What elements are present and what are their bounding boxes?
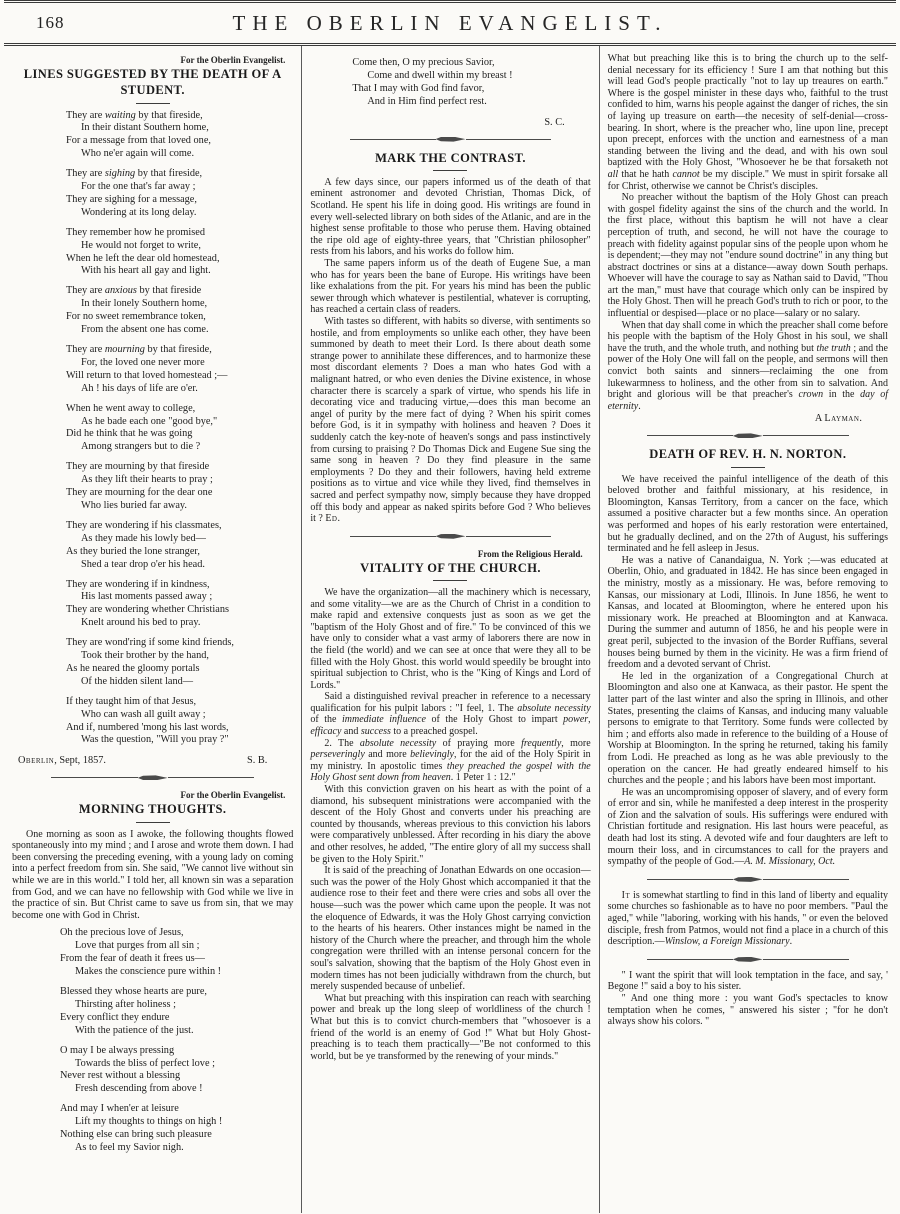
paragraph: We have the organization—all the machinery which is necessary, and some vitality—we are as the Church of Christ in a condition to make rapid and extensive conquests just as soon as we get the "baptism of the Holy Ghost and of fire." To be convinced of this we have only to consider what a vast army of laborers there are now in the field (the world) and we can see at once that were they all to be filled with the Holy Ghost. this world would speedily be brought into spiritual subjection to Christ, who is the "King of Kings and Lord of Lords.": [310, 586, 591, 691]
article-divider: [350, 534, 552, 539]
poem-line: As to feel my Savior nigh.: [75, 1141, 184, 1153]
paragraph: When that day shall come in which the preacher shall come before his people with the baptism of the Holy Ghost in his soul, we shall have the truth, and the whole truth, and nothing but the truth ; and the power of the Holy One will fall on the people, and sermons will then convict both saints and sinners—reclaiming the one from lukewarmness to holiness, and the other from sin to salvation. And bright and glorious will be that preacher's crown in the day of eternity.: [607, 319, 888, 412]
poem-line: When he left the dear old homestead,: [66, 252, 220, 264]
headline-rule: [136, 822, 170, 823]
poem-line: For a message from that loved one,: [66, 135, 211, 147]
poem-line: They are wond'ring if some kind friends,: [66, 637, 234, 649]
paragraph: The same papers inform us of the death of Eugene Sue, a man who has for years been the bane of Europe. His writings have been like exhalations from the pit. For years his mind has been the public sewer through which whatever is pestilential, whatever is corrupting, has reached a certain class of readers.: [310, 258, 591, 316]
norton-obituary-body: [608, 474, 888, 868]
poem-stanza: [352, 57, 590, 109]
poem-line: Shed a tear drop o'er his head.: [81, 558, 205, 570]
poem-line: They are sighing for a message,: [66, 193, 197, 205]
poem-line: Never rest without a blessing: [60, 1070, 181, 1082]
poem-line: For the one that's far away ;: [81, 181, 196, 193]
paragraph: With this conviction graven on his heart as with the point of a diamond, his subsequent ministrations were accompanied with the descent of the Holy Ghost and converts under his preaching are counted by thousands, whereas previous to this conviction his labors were comparatively unblessed. After recording in his diary the above and other resolves, he added, "The entire glory of all my success shall be given to the Holy Spirit.": [310, 784, 591, 865]
poem-line: Come and dwell within my breast !: [367, 69, 513, 81]
poem-line: If they taught him of that Jesus,: [66, 695, 197, 707]
headline-rule: [433, 170, 467, 171]
poem-line: Was the question, "Will you pray ?": [81, 734, 229, 746]
poem-line: They are wondering whether Christians: [66, 604, 229, 616]
poem-stanza: [66, 461, 293, 513]
paragraph: He was an uncompromising opposer of slavery, and of every form of error and sin, while he manifested a deep interest in the prosperity of Zion and the salvation of souls. His sufferings were endured with Christian fortitude and resignation. His last hours were peaceful, as death had lost its sting. A devoted wife and four daughters are left to mourn their loss, and in circumstances to call for the prayers and sympathy of the people of God.—A. M. Missionary, Oct.: [607, 786, 888, 868]
masthead-title: THE OBERLIN EVANGELIST.: [232, 10, 668, 35]
column-2: [301, 46, 598, 1213]
poem-line: Who can wash all guilt away ;: [81, 708, 206, 720]
paragraph: 2. The absolute necessity of praying more frequently, more perseveringly and more believingly, for the aid of the Holy Spirit in my ministry. In apostolic times they preached the gospel with the Holy Ghost sent down from heaven. 1 Peter 1 : 12.": [310, 737, 591, 784]
paragraph: With tastes so different, with habits so diverse, with sentiments so hostile, and from employments so unlike each other, they have been summoned by death to meet their Lord. Is there about death some strange power to annihilate these differences, and to harmonize these most discordant elements ? Does a man who hates God with a malignant hatred, or who even denies the Divine existence, in whose character there is scarcely a spark of virtue, who spends his life in decorating vice and traducing virtue,—does this man become an angel of purity by the mere fact of dying ? When his spirit comes before God, is it in sympathy with holiness and heaven ? Does it suddenly catch the key-note of heaven's songs and pass instinctively from cursing to praising ? Do Thomas Dick and Eugene Sue sing the same song in heaven ? Do they find pleasure in the same employments ? Do they and their followers, having held extreme positions as to virtue and vice while they lived, find themselves in sacred and perfect sympathy now, simply because they have dropped off this body and appear as naked spirits before God ? Who believes it ? Ed.: [310, 316, 591, 525]
divider-ornament-icon: [436, 137, 466, 142]
article-title-death-of-rev-norton: DEATH OF REV. H. N. NORTON.: [649, 447, 847, 462]
poem-line: In their distant Southern home,: [81, 122, 209, 134]
divider-ornament-icon: [733, 957, 763, 962]
poem-line: O may I be always pressing: [60, 1044, 175, 1056]
signature-row: [608, 412, 888, 424]
paragraph: Said a distinguished revival preacher in reference to a necessary qualification for his pulpit labors : "I feel, 1. The absolute necessity of the immediate influence of the Holy Ghost to impart power, efficacy and success to a preached gospel.: [310, 691, 591, 738]
poem-line: Blessed they whose hearts are pure,: [60, 986, 207, 997]
poem-line: In their lonely Southern home,: [81, 298, 208, 310]
poem-line: Ah ! his days of life are o'er.: [81, 382, 198, 394]
poem-line: Come then, O my precious Savior,: [352, 57, 495, 68]
brief-item-fashionable-churches: [608, 890, 888, 948]
layman-letter-continuation: [608, 53, 888, 412]
poem-stanza: [66, 579, 293, 631]
poem-line: As they lift their hearts to pray ;: [81, 474, 213, 486]
poem-line: Thirsting after holiness ;: [75, 998, 176, 1010]
poem-stanza: [60, 1045, 293, 1097]
poem-line: He would not forget to write,: [81, 239, 201, 251]
paragraph: No preacher without the baptism of the Holy Ghost can preach with gospel fidelity against the sins of the church and the world. In the first place, without this baptism he will not have a clear perception of truth, and second, he will not have the courage to preach with fidelity against popular sins of the people upon whom he is dependent;—they may not "endure sound doctrine" in any thing but abstract doctrines or sins at a distance—away down South perhaps. Whoever will have the courage to say as Nathan said to David, "Thou art the man," must have that courage which only can be inspired by the Holy Ghost. Then will he preach God's truth to rich or poor, to the influential or despised—place or no place—salary or no salary.: [607, 192, 888, 320]
poem-death-of-a-student: [12, 110, 293, 748]
poem-line: With his heart all gay and light.: [81, 265, 211, 277]
author-initials: S. B.: [247, 755, 268, 767]
poem-line: Did he think that he was going: [66, 428, 193, 440]
poem-line: Among strangers but to die ?: [81, 441, 201, 453]
signature-row: [310, 116, 590, 128]
poem-line: They are sighing by that fireside,: [66, 168, 203, 180]
poem-line: They are mourning for the dear one: [66, 487, 213, 499]
poem-stanza: [66, 403, 293, 455]
paragraph: What but preaching with this inspiration can reach with searching power and break up the long sleep of worldliness of the church ! What but this is to convict church-members that "whosoever is a friend of the world is an enemy of God !" What but Holy Ghost-preaching is to teach them practically—"Be not conformed to this world, but be ye transformed by the renewing of your minds.": [310, 992, 591, 1062]
poem-line: Will return to that loved homestead ;—: [66, 369, 228, 381]
mark-the-contrast-body: [310, 177, 590, 525]
poem-line: As they buried the lone stranger,: [66, 545, 200, 557]
poem-line: Wondering at its long delay.: [81, 206, 197, 218]
paragraph: " I want the spirit that will look temptation in the face, and say, ' Begone !" said a boy to his sister.: [607, 969, 888, 993]
poem-line: They are wondering if his classmates,: [66, 519, 222, 531]
poem-line: Took their brother by the hand,: [81, 650, 209, 662]
poem-line: And if, numbered 'mong his last words,: [66, 721, 229, 733]
page-number: 168: [36, 13, 65, 32]
article-divider: [647, 957, 849, 962]
poem-line: As they made his lowly bed—: [81, 532, 206, 544]
paragraph: He was a native of Canandaigua, N. York ;—was educated at Oberlin, Ohio, and graduated in 1842. He has since been engaged in the ministry, mostly as a missionary. He was, before removing to Kansas, our missionary at Lodi, Illinois. In June 1856, he went to Kansas, and located at Bloomington, where he entered upon his missionary work. He preached at Bloomington and at Kanwaca. During the summer and autumn of 1856, he and his people were in great peril, subjected to the invasion of the Border Ruffians, several houses being burned by them in the vicinity. He was a firm friend of freedom and a devoted servant of Christ.: [607, 554, 888, 671]
poem-stanza: [66, 168, 293, 220]
poem-morning-thoughts: [12, 927, 293, 1155]
poem-stanza: [66, 696, 293, 748]
poem-stanza: [66, 285, 293, 337]
paragraph: One morning as soon as I awoke, the following thoughts flowed spontaneously into my mind ; and I arose and wrote them down. I had been conversing the preceding evening, with a young lady on coming into a perfect freedom from sin. She said, "We cannot live without sin while we are in this world." I told her, all known sin was a separation from God, and we can have no fellowship with God while we live in the practice of sin. But Christ came to save us from sin, that we may become one with God in Christ.: [12, 828, 294, 921]
article-title-vitality-of-the-church: VITALITY OF THE CHURCH.: [360, 560, 541, 575]
article-attribution: From the Religious Herald.: [477, 548, 583, 559]
column-1: [4, 46, 301, 1213]
poem-line: And in Him find perfect rest.: [367, 95, 487, 107]
poem-line: Who ne'er again will come.: [81, 148, 195, 160]
poem-stanza: [66, 344, 293, 396]
poem-line: For no sweet remembrance token,: [66, 311, 206, 323]
poem-line: Makes the conscience pure within !: [75, 966, 222, 978]
poem-line: And may I when'er at leisure: [60, 1103, 179, 1115]
poem-line: They are wondering if in kindness,: [66, 578, 210, 590]
poem-line: From the absent one has come.: [81, 324, 209, 336]
poem-line: They are mourning by that fireside: [66, 461, 210, 473]
poem-line: That I may with God find favor,: [352, 82, 485, 94]
paragraph: We have received the painful intelligence of the death of this beloved brother and faithful missionary, at his residence, in Bloomington, Kansas Territory, from a cancer on the face, which assumed a positive character but a few months since. An operation was performed and hopes of his early restoration were entertained, but he gradually declined, and on the 27th of August, his sufferings terminated and he fell asleep in Jesus.: [607, 473, 888, 555]
paragraph: A few days since, our papers informed us of the death of that eminent astronomer and devoted Christian, Thomas Dick, of Scotland. He spent his life in doing good. His writings are found in every well-selected library on both sides of the Atlanic, and are in the highest sense profitable to those who peruse them. Having obtained the ripe old age of eighty-three years, that "Christian philosopher" rests from his labors, and his works do follow him.: [310, 176, 591, 258]
poem-line: Fresh descending from above !: [75, 1083, 203, 1095]
article-title-lines-poem: LINES SUGGESTED BY THE DEATH OF A STUDENT.: [23, 67, 282, 98]
poem-line: They remember how he promised: [66, 226, 205, 238]
poem-stanza: [66, 520, 293, 572]
divider-ornament-icon: [733, 433, 763, 438]
page-columns: [4, 46, 896, 1213]
article-attribution: For the Oberlin Evangelist.: [180, 55, 286, 65]
poem-stanza: [66, 637, 293, 689]
article-attribution: For the Oberlin Evangelist.: [180, 790, 286, 801]
poem-line: His last moments passed away ;: [81, 591, 213, 603]
headline-rule: [731, 467, 765, 468]
author-pseudonym: A Layman.: [814, 413, 862, 425]
page-header: [4, 0, 896, 46]
poem-line: When he went away to college,: [66, 402, 196, 414]
poem-stanza: [66, 110, 293, 162]
divider-ornament-icon: [733, 877, 763, 882]
poem-stanza: [66, 227, 293, 279]
morning-thoughts-body: [12, 829, 293, 922]
signature-row: [12, 754, 293, 766]
brief-item-temptation-anecdote: [608, 970, 888, 1028]
poem-line: Nothing else can bring such pleasure: [60, 1129, 212, 1141]
paragraph: What but preaching like this is to bring the church up to the self-denial necessary for its efficiency ! Sure I am that nothing but this will lead God's people practically "not to lay up treaures on earth." Where is the gospel minister in these days who, faithful to the trust confided to him, warns his people against the danger of riches, the sin of laying up treasure on earth—the necesity of self-denial—cross-bearing. In short, where is the preacher who, line upon line, precept upon precept, enforces with the unction and earnestness of a man standing between the living and the dead, and with his own soul baptized with the Holy Ghost, "Whosoever he be that forsaketh not all that he hath cannot be my disciple." We must in spirit forsake all for Christ, otherwise we cannot be Christ's disciples.: [607, 53, 888, 192]
vitality-of-the-church-body: [310, 587, 590, 1062]
divider-ornament-icon: [138, 775, 168, 780]
paragraph: " And one thing more : you want God's spectacles to know temptation when he comes, " answered his sister ; "for he don't always show his colors. ": [607, 993, 888, 1028]
author-initials: S. C.: [544, 116, 565, 128]
headline-rule: [136, 103, 170, 104]
poem-stanza: [60, 1103, 293, 1155]
poem-line: Towards the bliss of perfect love ;: [75, 1057, 215, 1069]
poem-line: From the fear of death it frees us—: [60, 953, 205, 965]
article-divider: [647, 433, 849, 438]
poem-line: With the patience of the just.: [75, 1024, 194, 1036]
bottom-spacer: [608, 1028, 888, 1036]
paragraph: He led in the organization of a Congregational Church at Bloomington and also one at Kanwaca, as their pastor. He spent the latter part of the last winter and also the spring in Illinois, and other States, presenting the claims of Kansas, and inducing many valuable persons to emigrate to that Territory. Some funds were collected by him ; and efforts also made in reference to the building of a House of Worship at Bloomington. In the spring he returned, taking his family from Lodi. He preached as long as he was able previously to the operation on the cancer. He had greatly endeared himself to his churches and the people ; and his labors have been most important.: [607, 670, 888, 787]
dateline: Oberlin, Sept, 1857.: [18, 755, 106, 767]
column-3: [599, 46, 896, 1213]
poem-line: They are anxious by that fireside: [66, 285, 202, 297]
article-divider: [647, 877, 849, 882]
poem-stanza: [60, 927, 293, 979]
poem-line: They are mourning by that fireside,: [66, 344, 212, 355]
poem-line: Of the hidden silent land—: [81, 675, 194, 687]
poem-line: As he neared the gloomy portals: [66, 662, 200, 674]
poem-stanza: [60, 986, 293, 1038]
article-title-morning-thoughts: MORNING THOUGHTS.: [78, 802, 227, 817]
paragraph: It is somewhat startling to find in this land of liberty and equality some churches so fashionable as to have no poor members. "Paul the aged," while "laboring, working with his hands, " or even the beloved disciple, fresh from Patmos, would not find a place in a church of this description.—Winslow, a Foreign Missionary.: [607, 889, 888, 948]
article-title-mark-the-contrast: MARK THE CONTRAST.: [375, 150, 526, 165]
headline-rule: [433, 580, 467, 581]
paragraph: It is said of the preaching of Jonathan Edwards on one occasion—such was the power of the Holy Ghost which accompanied it that the audience rose to their feet and there were cries and sobs all over the house—such was the power which came upon the people. It was not the eloquence of Edwards, it was the Holy Ghost carrying conviction to the hearts of his hearers. Other instances might be named in the history of the Church where the preacher, and through him the whole congregation were thrilled with an intense personal concern for the soul's salvation, showing that the baptism of the Holy Ghost even in modern times has not been judicially withdrawn from the church, but merely suspended because of unbelief.: [310, 865, 591, 993]
poem-line: Who lies buried far away.: [81, 499, 187, 511]
poem-line: Lift my thoughts to things on high !: [75, 1116, 223, 1128]
poem-line: Every conflict they endure: [60, 1011, 170, 1023]
poem-line: For, the loved one never more: [81, 356, 205, 368]
article-divider: [51, 775, 254, 780]
poem-line: Love that purges from all sin ;: [75, 940, 200, 952]
divider-ornament-icon: [436, 534, 466, 539]
poem-continuation: [310, 57, 590, 109]
poem-line: They are waiting by that fireside,: [66, 109, 203, 121]
poem-line: Knelt around his bed to pray.: [81, 617, 201, 629]
poem-line: As he bade each one "good bye,": [81, 415, 218, 427]
article-divider: [350, 137, 552, 142]
poem-line: Oh the precious love of Jesus,: [60, 927, 184, 939]
